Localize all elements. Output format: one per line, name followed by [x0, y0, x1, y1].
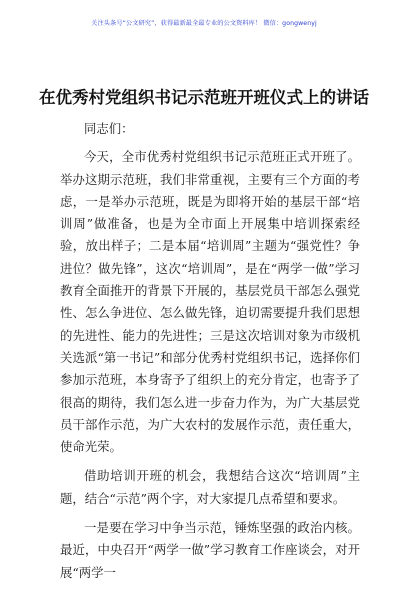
paragraph-1: 今天，全市优秀村党组织书记示范班正式开班了。举办这期示范班，我们非常重视，主要有三个方面的考虑，一是举办示范班，既是为即将开始的基层干部“培训周”做准备，也是为全市面上开展集中培训探索经验，放出样子；二是本届“培训周”主题为“强党性？争进位？做先锋”，这次“培训周”，是在“两学一做”学习教育全面推开的背景下开展的，基层党员干部怎么强党性、怎么争进位、怎么做先锋，迫切需要提升我们思想的先进性、能力的先进性；三是这次培训对象为市级机关选派“第一书记”和部分优秀村党组织书记，选择你们参加示范班，本身寄予了组织上的充分肯定，也寄予了很高的期待，我们怎么进一步奋力作为，为广大基层党员干部作示范，为广大农村的发展作示范，责任重大，使命光荣。: [60, 149, 360, 455]
document-body: [60, 118, 360, 591]
paragraph-2: 借助培训开班的机会，我想结合这次“培训周”主题，结合“示范”两个字，对大家提几点希望和要求。: [60, 468, 360, 506]
document-title: 在优秀村党组织书记示范班开班仪式上的讲话: [39, 88, 369, 107]
salutation: 同志们：: [84, 121, 134, 136]
promo-banner: 关注头条号“公文研究”，获得最新最全最专业的公文资料库！ 微信：gongwenyj: [91, 20, 317, 27]
paragraph-3: 一是要在学习中争当示范，锤炼坚强的政治内核。最近，中央召开“两学一做”学习教育工作座谈会，对开展“两学一: [60, 520, 360, 580]
